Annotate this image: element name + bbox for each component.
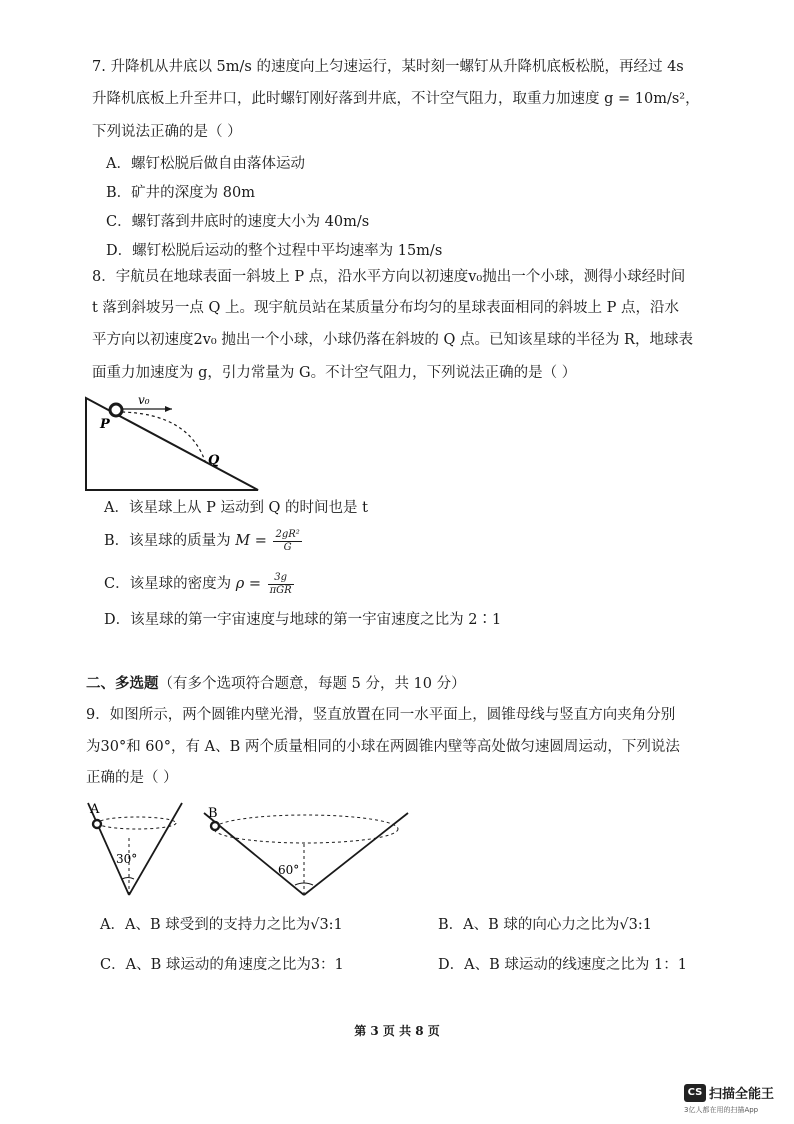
cone-b xyxy=(204,806,408,895)
page-number: 第 3 页 共 8 页 xyxy=(354,1024,440,1038)
q9-stem-line2: 为30°和 60°，有 A、B 两个质量相同的小球在两圆锥内壁等高处做匀速圆周运动，下列说法 xyxy=(86,739,680,755)
q7-option-a[interactable]: A．螺钉松脱后做自由落体运动 xyxy=(106,156,305,172)
q7-stem-line2: 升降机底板上升至井口，此时螺钉刚好落到井底，不计空气阻力，取重力加速度 g = 10m/s²， xyxy=(92,91,700,107)
q7-option-d[interactable]: D．螺钉松脱后运动的整个过程中平均速率为 15m/s xyxy=(106,243,443,259)
cone-a-orbit xyxy=(98,817,176,829)
scanner-watermark xyxy=(684,1082,774,1115)
arrow-head-icon xyxy=(165,406,172,412)
point-p-label: P xyxy=(100,417,110,432)
q7-option-b[interactable]: B．矿井的深度为 80m xyxy=(106,185,255,201)
q7-option-c[interactable]: C．螺钉落到井底时的速度大小为 40m/s xyxy=(106,214,370,230)
fraction-denominator: πGR xyxy=(269,584,292,596)
velocity-label: v₀ xyxy=(138,393,150,407)
cone-a-label: A xyxy=(90,802,100,817)
q9-stem-line3: 正确的是（ ） xyxy=(86,770,178,786)
ball-a xyxy=(93,820,101,828)
fraction-denominator: G xyxy=(283,541,292,553)
q8-option-b-lhs: M = xyxy=(235,533,267,549)
cone-a-angle: 30° xyxy=(116,852,138,866)
q8-option-c-fraction xyxy=(268,572,294,596)
q9-option-b[interactable]: B．A、B 球的向心力之比为√3:1 xyxy=(438,917,652,933)
q9-option-d[interactable]: D．A、B 球运动的线速度之比为 1：1 xyxy=(438,957,687,973)
q9-option-a[interactable]: A．A、B 球受到的支持力之比为√3:1 xyxy=(100,917,343,933)
q8-option-d[interactable]: D．该星球的第一宇宙速度与地球的第一宇宙速度之比为 2∶1 xyxy=(104,612,502,628)
fraction-numerator: 2gR² xyxy=(275,529,300,540)
cone-b-angle: 60° xyxy=(278,863,300,877)
q9-stem-line1: 9．如图所示，两个圆锥内壁光滑，竖直放置在同一水平面上，圆锥母线与竖直方向夹角分别 xyxy=(86,707,676,723)
q8-option-b-text: B．该星球的质量为 xyxy=(104,533,231,549)
q8-option-b-fraction xyxy=(273,529,301,553)
q8-option-b[interactable] xyxy=(104,529,302,553)
q8-option-c-text: C．该星球的密度为 xyxy=(104,576,232,592)
q8-stem-line3: 平方向以初速度2v₀ 抛出一个小球，小球仍落在斜坡的 Q 点。已知该星球的半径为 R，地球表 xyxy=(92,332,693,348)
q8-stem-line1: 8．宇航员在地球表面一斜坡上 P 点，沿水平方向以初速度v₀抛出一个小球，测得小球经时间 xyxy=(92,269,686,285)
q7-stem-line3: 下列说法正确的是（ ） xyxy=(92,124,242,140)
cone-b-orbit xyxy=(214,815,398,843)
cone-a xyxy=(88,802,182,895)
camscanner-logo-icon: CS xyxy=(684,1084,706,1102)
cone-b-label: B xyxy=(208,806,218,821)
ball xyxy=(110,404,122,416)
watermark-tagline: 3亿人都在用的扫描App xyxy=(684,1106,759,1114)
q7-stem-line1: 7. 升降机从井底以 5m/s 的速度向上匀速运行，某时刻一螺钉从升降机底板松脱，再经过 4s xyxy=(92,59,684,75)
q8-option-c-lhs: ρ = xyxy=(235,576,261,592)
section-2-heading xyxy=(86,677,466,692)
section-2-title: 二、多选题 xyxy=(86,675,159,692)
section-2-note: （有多个选项符合题意，每题 5 分，共 10 分） xyxy=(158,676,466,692)
q8-option-c[interactable] xyxy=(104,572,294,596)
q8-slope-figure xyxy=(80,392,270,494)
point-q-label: Q xyxy=(208,453,220,468)
q8-option-a[interactable]: A．该星球上从 P 运动到 Q 的时间也是 t xyxy=(104,500,368,516)
watermark-name: 扫描全能王 xyxy=(709,1087,775,1102)
q9-cones-figure xyxy=(82,797,428,901)
q8-stem-line4: 面重力加速度为 g，引力常量为 G。不计空气阻力，下列说法正确的是（ ） xyxy=(92,365,577,381)
q8-stem-line2: t 落到斜坡另一点 Q 上。现宇航员站在某质量分布均匀的星球表面相同的斜坡上 P 点，沿水 xyxy=(92,300,680,316)
ball-b xyxy=(211,822,219,830)
fraction-numerator: 3g xyxy=(268,572,294,585)
q9-option-c[interactable]: C．A、B 球运动的角速度之比为3：1 xyxy=(100,957,344,973)
